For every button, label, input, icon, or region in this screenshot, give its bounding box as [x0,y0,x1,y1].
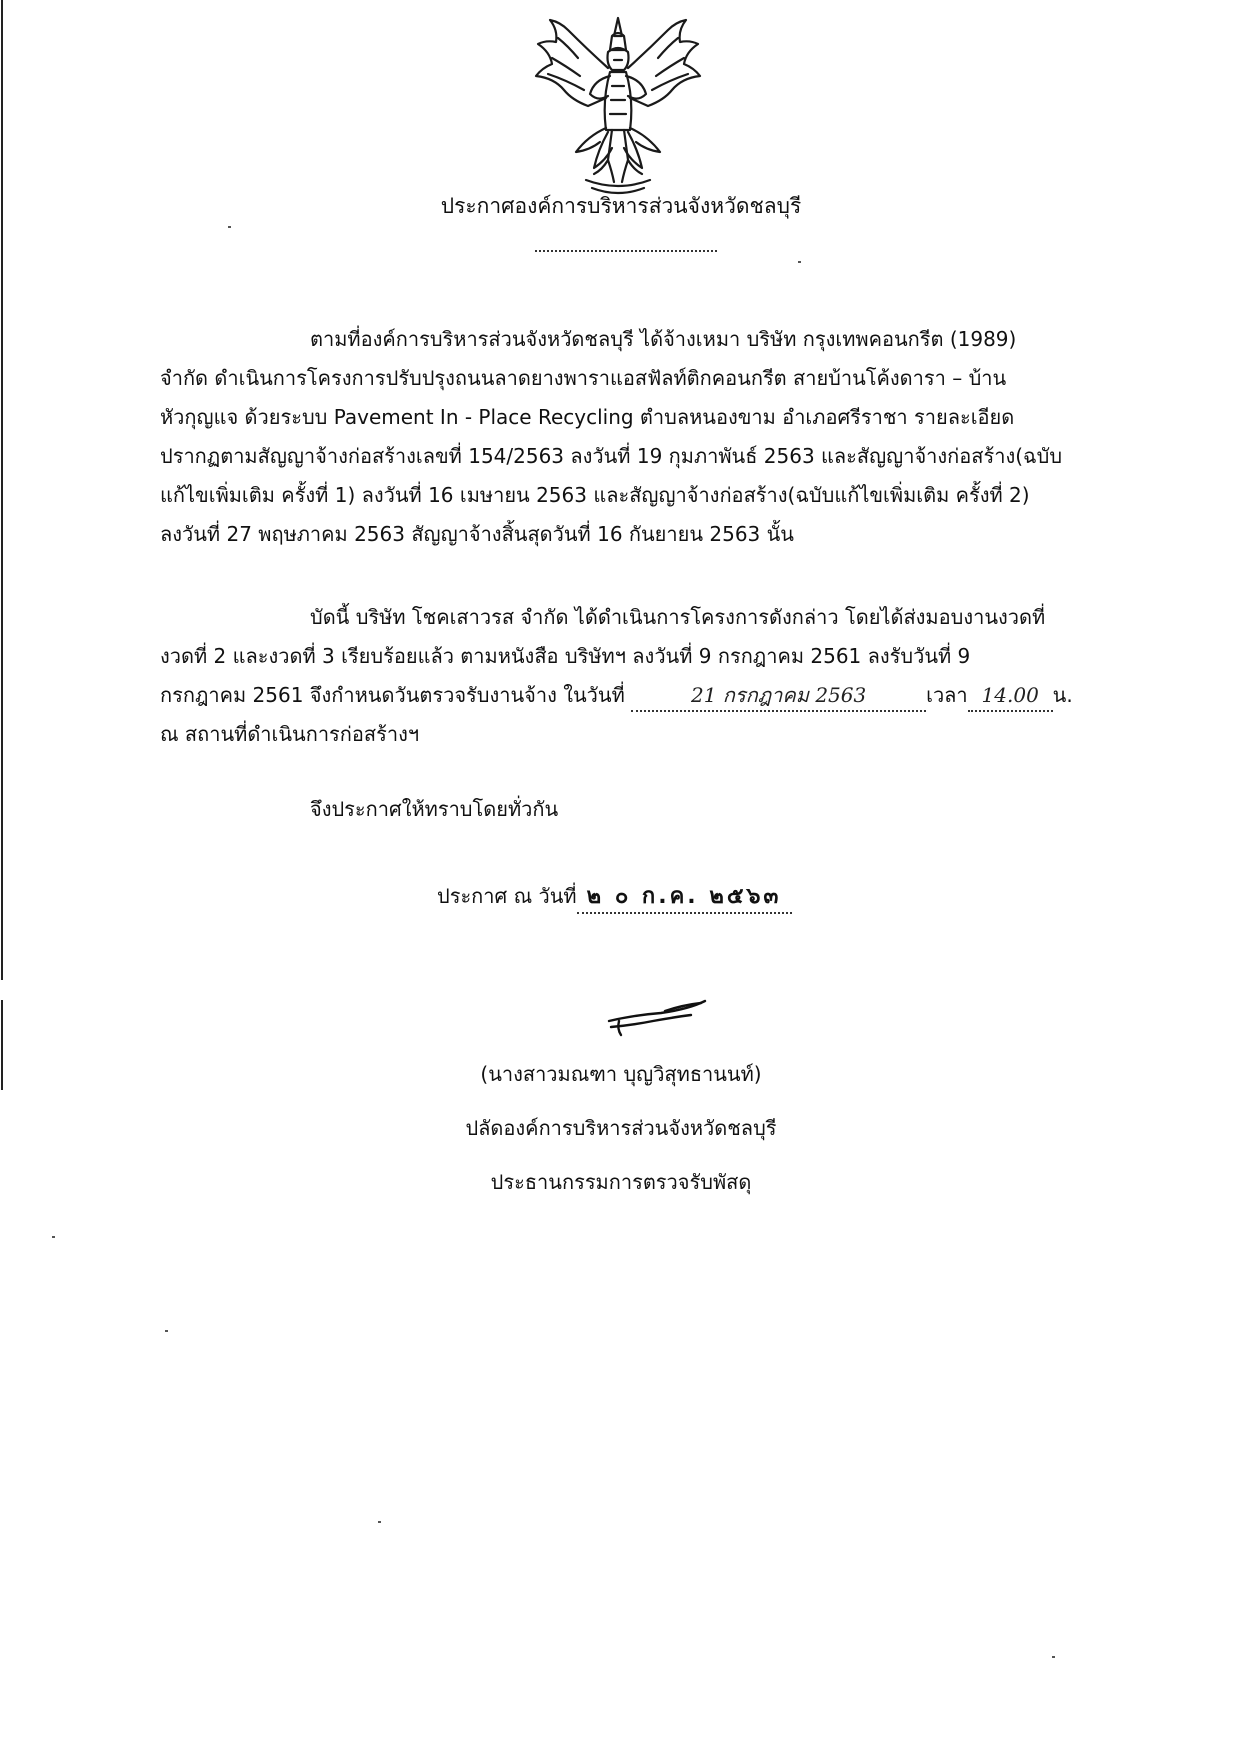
time-suffix: น. [1052,683,1073,707]
scan-speck [228,226,231,228]
time-label: เวลา [926,683,968,707]
paragraph-line: จำกัด ดำเนินการโครงการปรับปรุงถนนลาดยางพาราแอสฟัลท์ติกคอนกรีต สายบ้านโค้งดารา – บ้าน [160,366,1007,390]
handwritten-signature [605,995,715,1045]
scan-edge-line [1,0,3,980]
paragraph-line-inspection-date [160,676,1100,715]
paragraph-line: งวดที่ 2 และงวดที่ 3 เรียบร้อยแล้ว ตามหนังสือ บริษัทฯ ลงวันที่ 9 กรกฎาคม 2561 ลงรับวันที่ 9 [160,644,971,668]
garuda-emblem-icon [528,10,708,200]
scan-speck [378,1521,381,1523]
closing-statement [160,790,1100,829]
announcement-date-row [437,880,792,914]
scan-speck [52,1236,55,1238]
announce-date-stamp: ๒ ๐ ก.ค. ๒๕๖๓ [577,882,792,914]
paragraph-line: ณ สถานที่ดำเนินการก่อสร้างฯ [160,722,420,746]
inspection-date-fill: 21 กรกฎาคม 2563 [631,680,926,712]
paragraph-line: ปรากฏตามสัญญาจ้างก่อสร้างเลขที่ 154/2563 ลงวันที่ 19 กุมภาพันธ์ 2563 และสัญญาจ้างก่อสร้าง(ฉบับ [160,444,1063,468]
scan-speck [1052,1656,1055,1658]
signer-position: ปลัดองค์การบริหารส่วนจังหวัดชลบุรี [465,1116,777,1140]
paragraph-line: หัวกุญแจ ด้วยระบบ Pavement In - Place Recycling ตำบลหนองขาม อำเภอศรีราชา รายละเอียด [160,405,1015,429]
scan-edge-line [1,1000,3,1090]
signer-name: (นางสาวมณฑา บุญวิสุทธานนท์) [480,1062,762,1086]
scan-speck [798,261,801,263]
paragraph-line: แก้ไขเพิ่มเติม ครั้งที่ 1) ลงวันที่ 16 เมษายน 2563 และสัญญาจ้างก่อสร้าง(ฉบับแก้ไขเพิ่มเติม ครั้งที่ 2) [160,483,1030,507]
paragraph-line: ตามที่องค์การบริหารส่วนจังหวัดชลบุรี ได้จ้างเหมา บริษัท กรุงเทพคอนกรีต (1989) [310,327,1017,351]
paragraph-inspection [160,598,1100,754]
title-dotted-line [535,250,717,252]
paragraph-line: บัดนี้ บริษัท โชคเสาวรส จำกัด ได้ดำเนินการโครงการดังกล่าว โดยได้ส่งมอบงานงวดที่ [310,605,1046,629]
paragraph-line: ลงวันที่ 27 พฤษภาคม 2563 สัญญาจ้างสิ้นสุดวันที่ 16 กันยายน 2563 นั้น [160,522,794,546]
signer-role: ประธานกรรมการตรวจรับพัสดุ [490,1170,752,1194]
document-title: ประกาศองค์การบริหารส่วนจังหวัดชลบุรี [440,194,802,218]
announce-label: ประกาศ ณ วันที่ [437,884,577,908]
scan-speck [165,1330,168,1332]
paragraph-contract [160,320,1100,554]
closing-line: จึงประกาศให้ทราบโดยทั่วกัน [310,797,559,821]
inspection-time-fill: 14.00 [968,680,1053,712]
inspection-prefix: กรกฎาคม 2561 จึงกำหนดวันตรวจรับงานจ้าง ในวันที่ [160,683,625,707]
